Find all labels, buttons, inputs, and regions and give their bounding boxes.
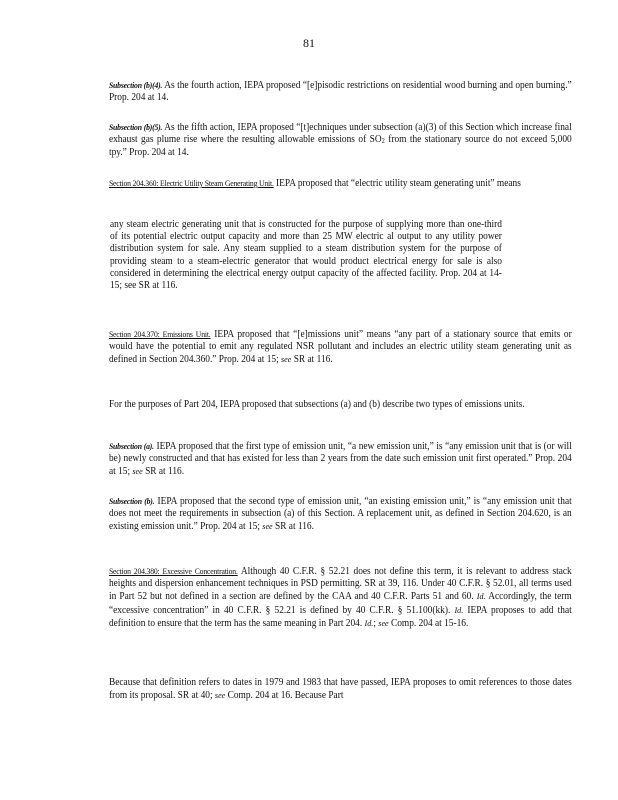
paragraph-text: IEPA proposed that “electric utility steam generating unit” means	[273, 178, 521, 189]
section-heading: Section 204.380: Excessive Concentration.	[108, 567, 238, 576]
paragraph-text: IEPA proposed that the first type of emission unit, “a new emission unit,” is “any emission unit that is (or will be) newly constructed and that has existed for less than 2 years from the date such emission unit first operated.” Prop. 204 at 15;	[108, 441, 572, 478]
signal-see: see	[262, 521, 273, 532]
signal-see: see	[378, 617, 389, 628]
block-quote: any steam electric generating unit that is constructed for the purpose of supplying more than one-third of its potential electric output capacity and more than 25 MW electric al output to any utility power distribution system for sale. Any steam supplied to a steam distribution system for the purpose of providing steam to a steam-electric generator that would product electrical energy for sale is also considered in determining the electrical energy output capacity of the affected facility. Prop. 204 at 14-15; see SR at 116.	[110, 219, 502, 292]
citation-id: Id.	[454, 604, 464, 615]
paragraph-text: IEPA proposed that “[e]missions unit” means “any part of a stationary source that emits or would have the potential to emit any regulated NSR pollutant and includes an electric utility steam generating unit as defined in Section 204.360.” Prop. 204 at 15;	[108, 329, 572, 366]
citation-id: Id.	[364, 617, 374, 628]
paragraph-section-204-360	[74, 178, 572, 190]
signal-see: see	[214, 690, 226, 701]
paragraph-text: SR at 116.	[291, 354, 333, 366]
paragraph-part-204	[74, 399, 572, 411]
page-number: 81	[303, 36, 315, 50]
paragraph-text: Comp. 204 at 16. Because Part	[225, 690, 344, 702]
paragraph-section-204-380	[74, 566, 572, 630]
paragraph-text: Accordingly, the term “excessive concentration” in 40 C.F.R. § 52.21 is defined by 40 C.F.R. § 51.100(kk).	[108, 591, 572, 616]
paragraph-text: As the fifth action, IEPA proposed “[t]echniques under subsection (a)(3) of this Section which increase final exhaust gas plume rise where the resulting allowable emissions of SO	[108, 122, 572, 146]
paragraph-text: SR at 116.	[142, 466, 185, 478]
section-heading: Section 204.370: Emissions Unit.	[108, 330, 211, 339]
paragraph-heading: Subsection (b).	[108, 497, 155, 506]
paragraph-subsection-b5	[74, 122, 572, 160]
paragraph-dates	[74, 677, 572, 702]
paragraph-text: IEPA proposes to add that definition to ensure that the term has the same meaning in Part 204.	[108, 604, 572, 629]
paragraph-subsection-a	[74, 441, 572, 479]
signal-see: see	[281, 354, 292, 365]
paragraph-text: For the purposes of Part 204, IEPA proposed that subsections (a) and (b) describe two types of emissions units.	[108, 399, 525, 410]
paragraph-text: ;	[373, 617, 379, 629]
paragraph-text: IEPA proposed that the second type of emission unit, “an existing emission unit,” is “any emission unit that does not meet the requirements in subsection (a) of this Section. A replacement unit, as defined in Section 204.620, is an existing emission unit.” Prop. 204 at 15;	[108, 496, 572, 533]
paragraph-text: Although 40 C.F.R. § 52.21 does not define this term, it is relevant to address stack heights and dispersion enhancement techniques in PSD permitting. SR at 39, 116. Under 40 C.F.R. § 52.01, all terms used in Part 52 but not defined in a section are defined by the CAA and 40 C.F.R. Parts 51 and 60.	[108, 566, 572, 603]
paragraph-heading: Subsection (b)(4).	[108, 81, 163, 90]
paragraph-heading: Subsection (b)(5).	[108, 123, 163, 132]
subscript: 2	[381, 137, 385, 146]
paragraph-text: Because that definition refers to dates in 1979 and 1983 that have passed, IEPA proposes to omit references to those dates from its proposal. SR at 40;	[108, 677, 572, 702]
section-heading: Section 204.360: Electric Utility Steam Generating Unit.	[108, 179, 274, 188]
paragraph-text: from the stationary source do not exceed 5,000 tpy.” Prop. 204 at 14.	[108, 134, 572, 159]
paragraph-text: Comp. 204 at 15-16.	[388, 617, 469, 629]
paragraph-heading: Subsection (a).	[108, 442, 154, 451]
paragraph-section-204-370	[74, 329, 572, 367]
paragraph-text: As the fourth action, IEPA proposed “[e]pisodic restrictions on residential wood burning and open burning.” Prop. 204 at 14.	[108, 80, 572, 104]
paragraph-text: SR at 116.	[272, 521, 314, 533]
paragraph-subsection-b	[74, 496, 572, 534]
citation-id: Id.	[476, 591, 486, 602]
signal-see: see	[132, 466, 143, 477]
paragraph-subsection-b4	[74, 80, 572, 104]
